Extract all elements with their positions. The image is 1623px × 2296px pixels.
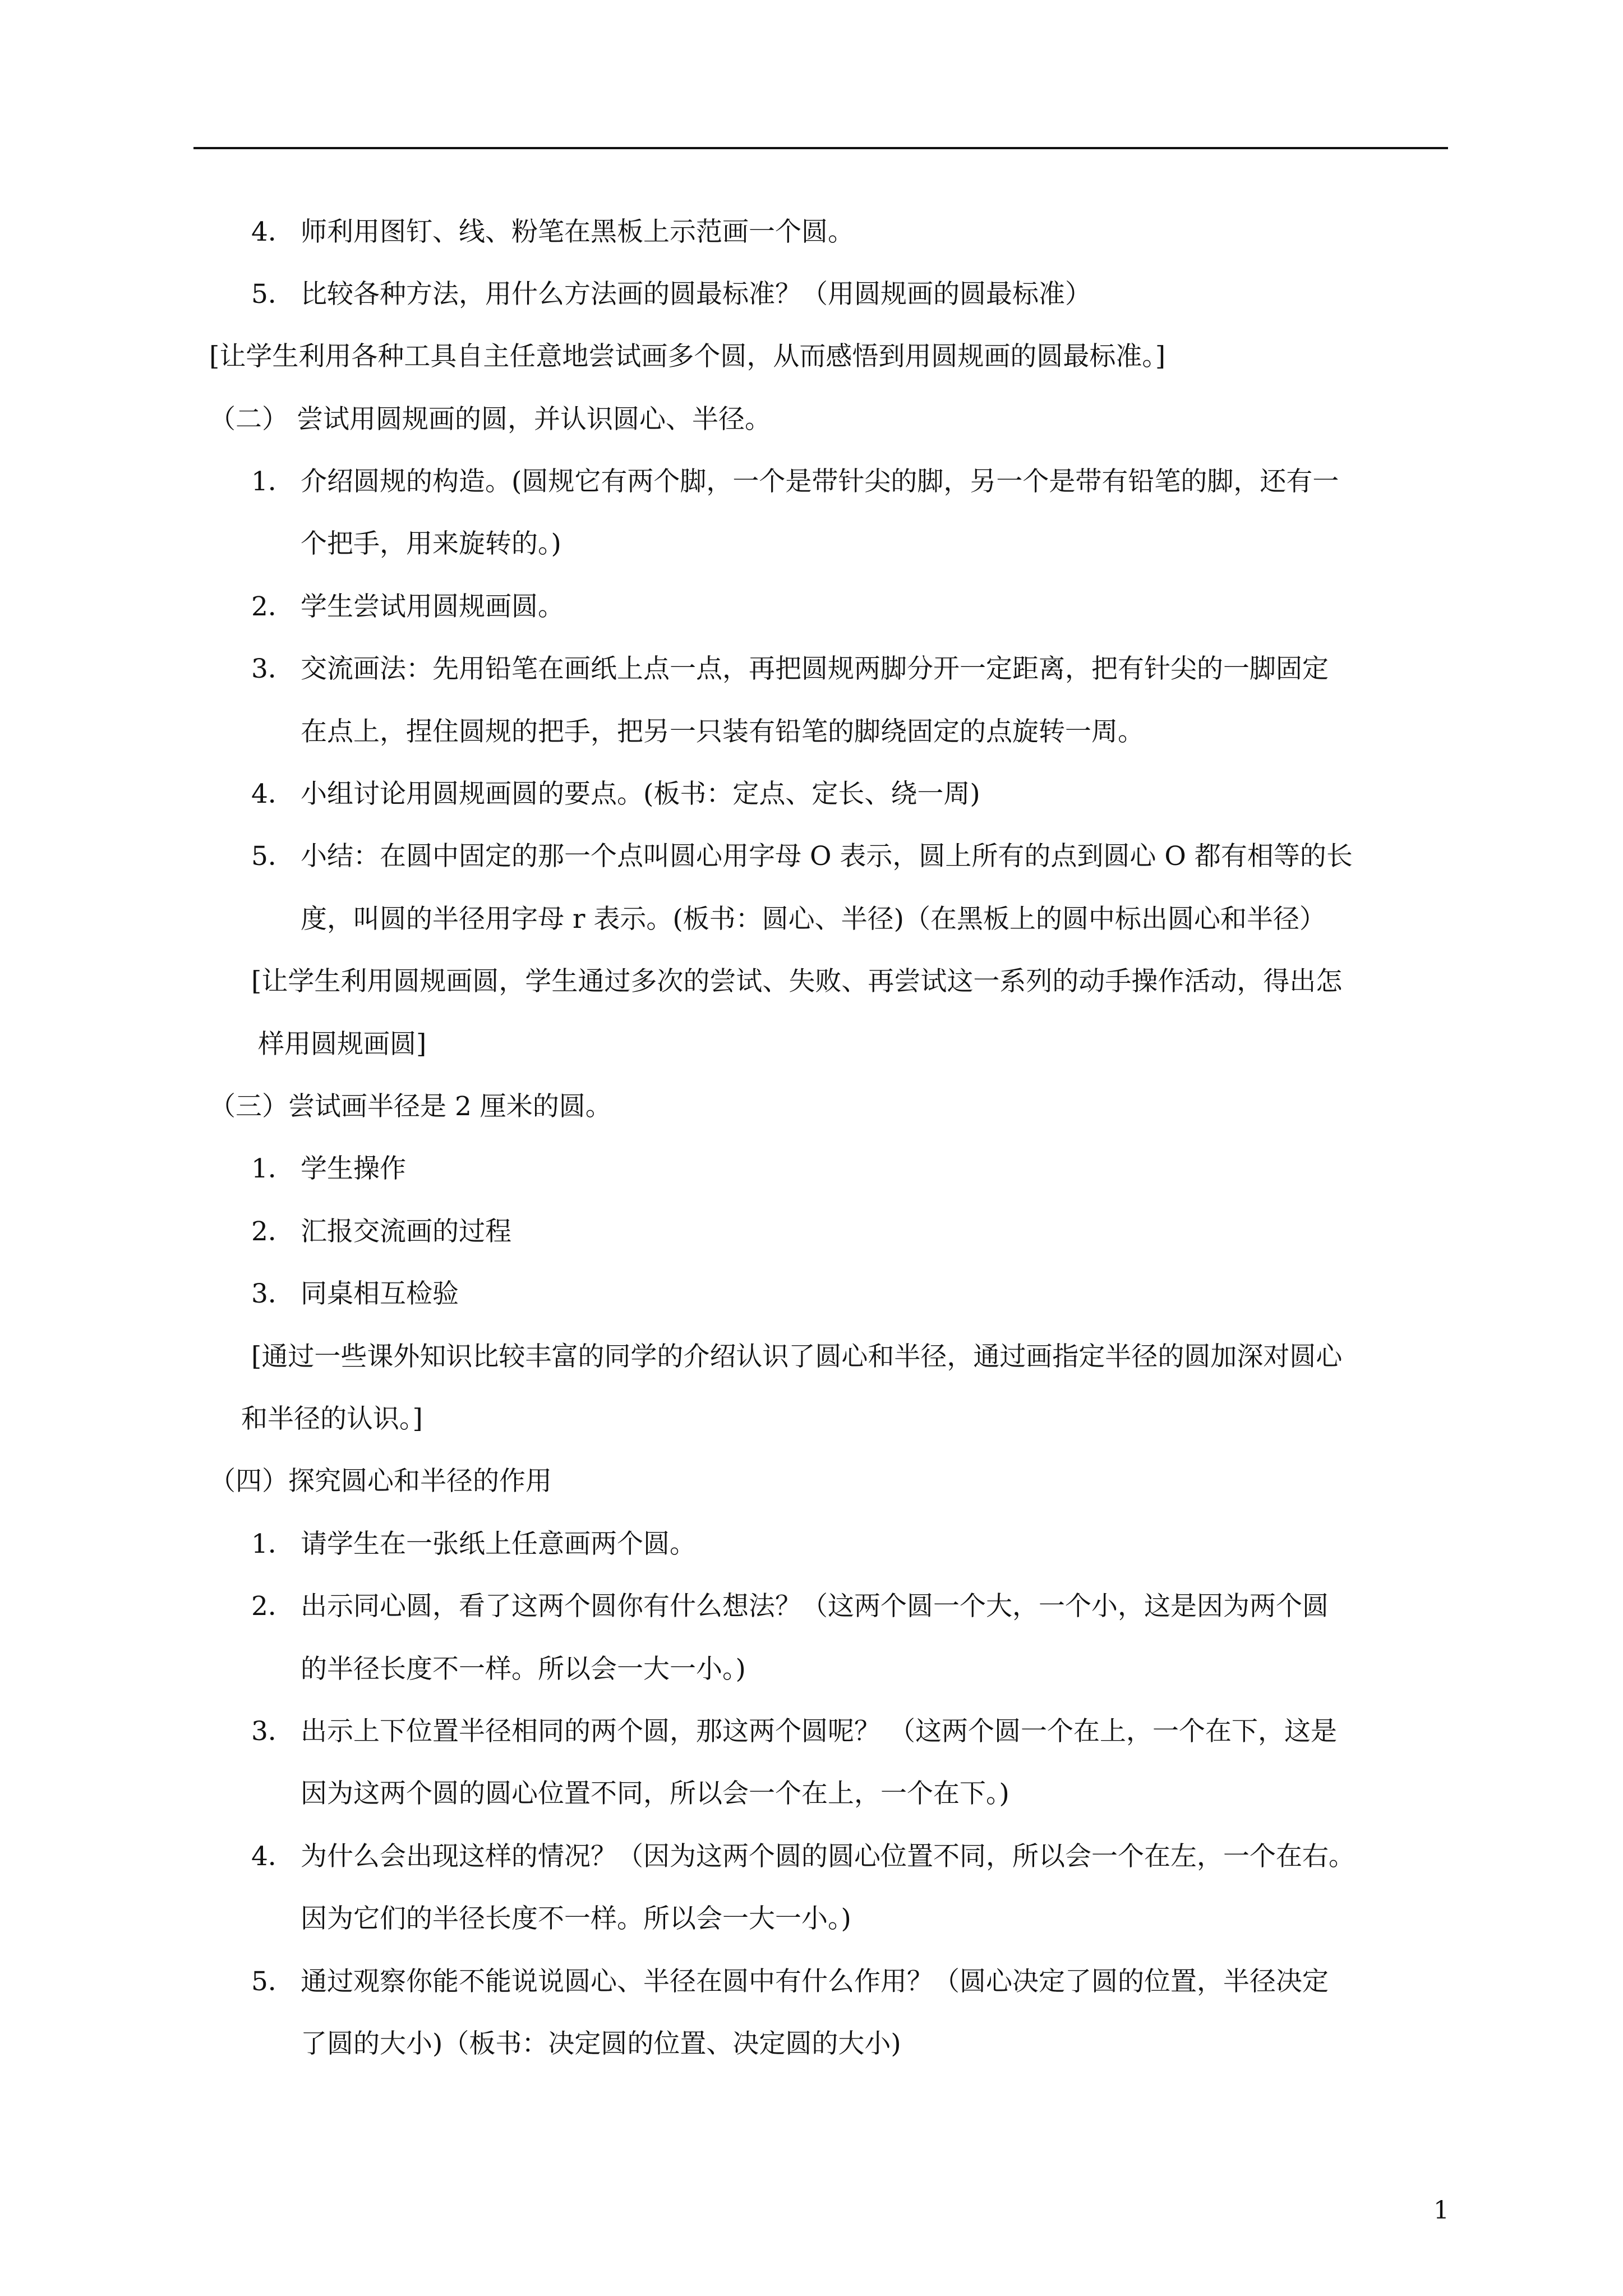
list-item-continuation: 了圆的大小)（板书：决定圆的位置、决定圆的大小) xyxy=(301,2028,901,2059)
list-item xyxy=(251,1527,696,1561)
list-item xyxy=(251,465,1339,499)
list-item-continuation: 在点上，捏住圆规的把手，把另一只装有铅笔的脚绕固定的点旋转一周。 xyxy=(301,716,1144,747)
list-item xyxy=(251,1277,459,1311)
header-rule xyxy=(193,147,1448,149)
item-number: 1． xyxy=(251,466,294,497)
list-item xyxy=(251,1590,1329,1623)
item-text: 为什么会出现这样的情况？（因为这两个圆的圆心位置不同，所以会一个在左，一个在右。 xyxy=(301,1841,1355,1872)
item-number: 4． xyxy=(251,1841,294,1872)
item-number: 4． xyxy=(251,217,294,247)
item-text: 请学生在一张纸上任意画两个圆。 xyxy=(301,1529,696,1559)
item-number: 5． xyxy=(251,279,294,310)
item-number: 5． xyxy=(251,1966,294,1997)
list-item-continuation: 因为它们的半径长度不一样。所以会一大一小。) xyxy=(301,1903,851,1934)
item-text: 学生操作 xyxy=(301,1153,406,1184)
item-text: 通过观察你能不能说说圆心、半径在圆中有什么作用？（圆心决定了圆的位置，半径决定 xyxy=(301,1966,1329,1997)
teaching-note: [让学生利用圆规画圆，学生通过多次的尝试、失败、再尝试这一系列的动手操作活动，得出怎 xyxy=(251,966,1343,997)
list-item-continuation: 度，叫圆的半径用字母 r 表示。(板书：圆心、半径)（在黑板上的圆中标出圆心和半径） xyxy=(301,904,1326,935)
item-number: 3． xyxy=(251,1716,294,1747)
list-item xyxy=(251,1965,1329,1999)
section-heading: （三）尝试画半径是 2 厘米的圆。 xyxy=(209,1091,612,1122)
item-text: 比较各种方法，用什么方法画的圆最标准？（用圆规画的圆最标准） xyxy=(301,279,1091,310)
item-text: 同桌相互检验 xyxy=(301,1278,459,1309)
list-item-continuation: 的半径长度不一样。所以会一大一小。) xyxy=(301,1654,746,1685)
teaching-note: [让学生利用各种工具自主任意地尝试画多个圆，从而感悟到用圆规画的圆最标准。] xyxy=(209,341,1166,372)
list-item xyxy=(251,1152,406,1186)
list-item-continuation: 因为这两个圆的圆心位置不同，所以会一个在上，一个在下。) xyxy=(301,1778,1009,1809)
list-item xyxy=(251,590,564,624)
item-number: 2． xyxy=(251,591,294,622)
list-item xyxy=(251,840,1353,873)
section-heading: （四）探究圆心和半径的作用 xyxy=(209,1466,552,1497)
item-text: 出示同心圆，看了这两个圆你有什么想法？（这两个圆一个大，一个小，这是因为两个圆 xyxy=(301,1591,1329,1622)
section-heading: （二） 尝试用圆规画的圆，并认识圆心、半径。 xyxy=(209,404,771,435)
item-text: 介绍圆规的构造。(圆规它有两个脚，一个是带针尖的脚，另一个是带有铅笔的脚，还有一 xyxy=(301,466,1339,497)
list-item xyxy=(251,777,980,811)
item-text: 小组讨论用圆规画圆的要点。(板书：定点、定长、绕一周) xyxy=(301,779,980,809)
item-number: 5． xyxy=(251,841,294,872)
list-item xyxy=(251,1215,511,1249)
list-item-continuation: 个把手，用来旋转的。) xyxy=(301,528,561,559)
item-number: 1． xyxy=(251,1153,294,1184)
item-text: 交流画法：先用铅笔在画纸上点一点，再把圆规两脚分开一定距离，把有针尖的一脚固定 xyxy=(301,654,1329,684)
list-item xyxy=(251,1840,1355,1874)
list-item xyxy=(251,1715,1337,1749)
item-number: 3． xyxy=(251,654,294,684)
teaching-note-continuation: 样用圆规画圆] xyxy=(258,1029,427,1060)
list-item xyxy=(251,215,854,249)
item-text: 出示上下位置半径相同的两个圆，那这两个圆呢？ （这两个圆一个在上，一个在下，这是 xyxy=(301,1716,1337,1747)
item-number: 2． xyxy=(251,1591,294,1622)
item-number: 1． xyxy=(251,1529,294,1559)
item-number: 3． xyxy=(251,1278,294,1309)
list-item xyxy=(251,278,1091,311)
item-text: 师利用图钉、线、粉笔在黑板上示范画一个圆。 xyxy=(301,217,854,247)
item-text: 小结：在圆中固定的那一个点叫圆心用字母 O 表示，圆上所有的点到圆心 O 都有相等的长 xyxy=(301,841,1353,872)
item-text: 汇报交流画的过程 xyxy=(301,1216,511,1247)
list-item xyxy=(251,652,1329,686)
item-number: 4． xyxy=(251,779,294,809)
teaching-note: [通过一些课外知识比较丰富的同学的介绍认识了圆心和半径，通过画指定半径的圆加深对圆心 xyxy=(251,1341,1343,1372)
teaching-note-continuation: 和半径的认识。] xyxy=(241,1404,423,1434)
page-number: 1 xyxy=(1433,2196,1449,2225)
item-number: 2． xyxy=(251,1216,294,1247)
item-text: 学生尝试用圆规画圆。 xyxy=(301,591,564,622)
